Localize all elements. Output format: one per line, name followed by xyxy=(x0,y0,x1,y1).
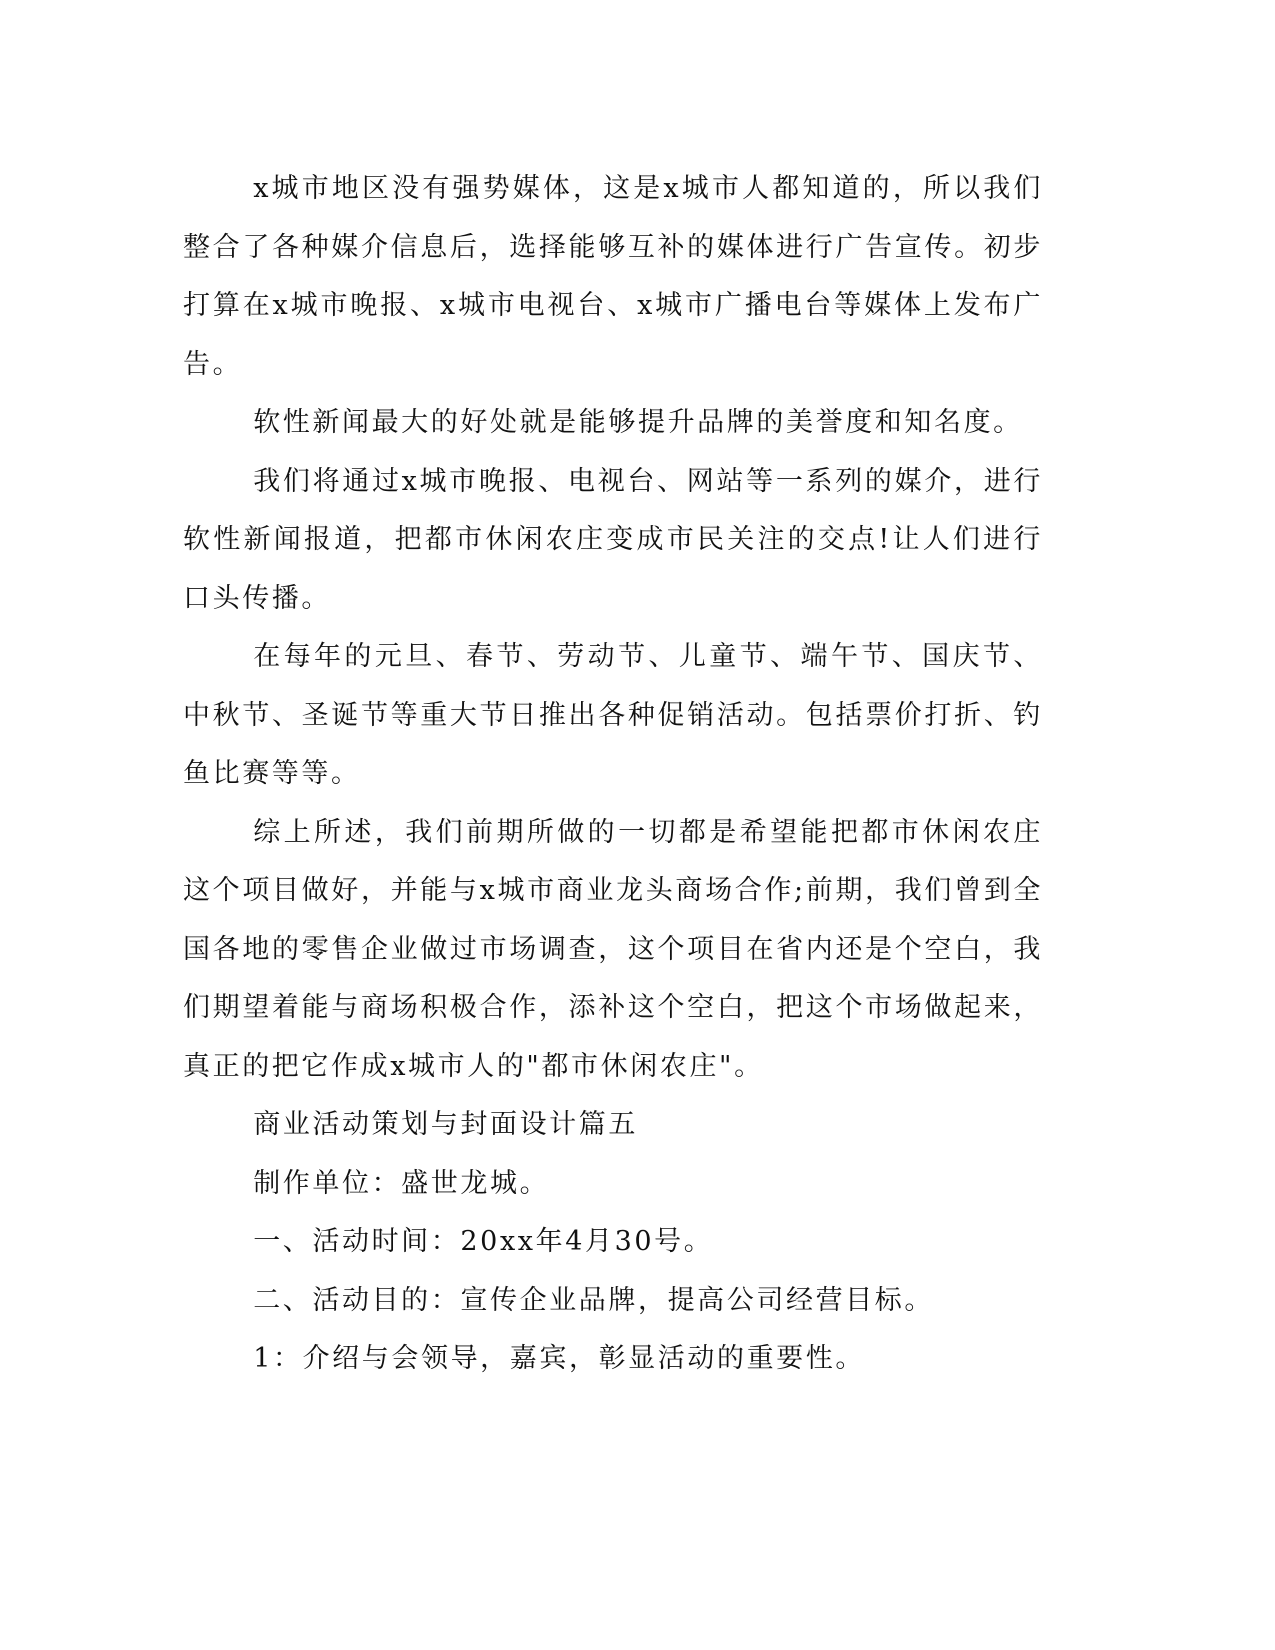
paragraph-item-1: 1：介绍与会领导，嘉宾，彰显活动的重要性。 xyxy=(253,1343,865,1374)
paragraph-event-purpose: 二、活动目的：宣传企业品牌，提高公司经营目标。 xyxy=(253,1284,934,1316)
paragraph-media-advertising: x城市地区没有强势媒体，这是x城市人都知道的，所以我们整合了各种媒介信息后，选择能够互补的媒体进行广告宣传。初步打算在x城市晚报、x城市电视台、x城市广播电台等媒体上发布广告。 xyxy=(183,173,1043,380)
paragraph-holiday-promotions: 在每年的元旦、春节、劳动节、儿童节、端午节、国庆节、中秋节、圣诞节等重大节日推出各种促销活动。包括票价打折、钓鱼比赛等等。 xyxy=(183,641,1043,789)
document-body xyxy=(183,160,1043,1389)
paragraph-summary: 综上所述，我们前期所做的一切都是希望能把都市休闲农庄这个项目做好，并能与x城市商业龙头商场合作;前期，我们曾到全国各地的零售企业做过市场调查，这个项目在省内还是个空白，我们期望着能与商场积极合作，添补这个空白，把这个市场做起来，真正的把它作成x城市人的"都市休闲农庄"。 xyxy=(183,816,1043,1082)
paragraph-event-time: 一、活动时间：20xx年4月30号。 xyxy=(253,1226,714,1257)
paragraph-soft-news-plan: 我们将通过x城市晚报、电视台、网站等一系列的媒介，进行软性新闻报道，把都市休闲农庄变成市民关注的交点!让人们进行口头传播。 xyxy=(183,465,1043,614)
paragraph-producer: 制作单位：盛世龙城。 xyxy=(253,1167,550,1199)
paragraph-soft-news-benefit: 软性新闻最大的好处就是能够提升品牌的美誉度和知名度。 xyxy=(253,407,1023,438)
section-heading: 商业活动策划与封面设计篇五 xyxy=(253,1109,638,1140)
